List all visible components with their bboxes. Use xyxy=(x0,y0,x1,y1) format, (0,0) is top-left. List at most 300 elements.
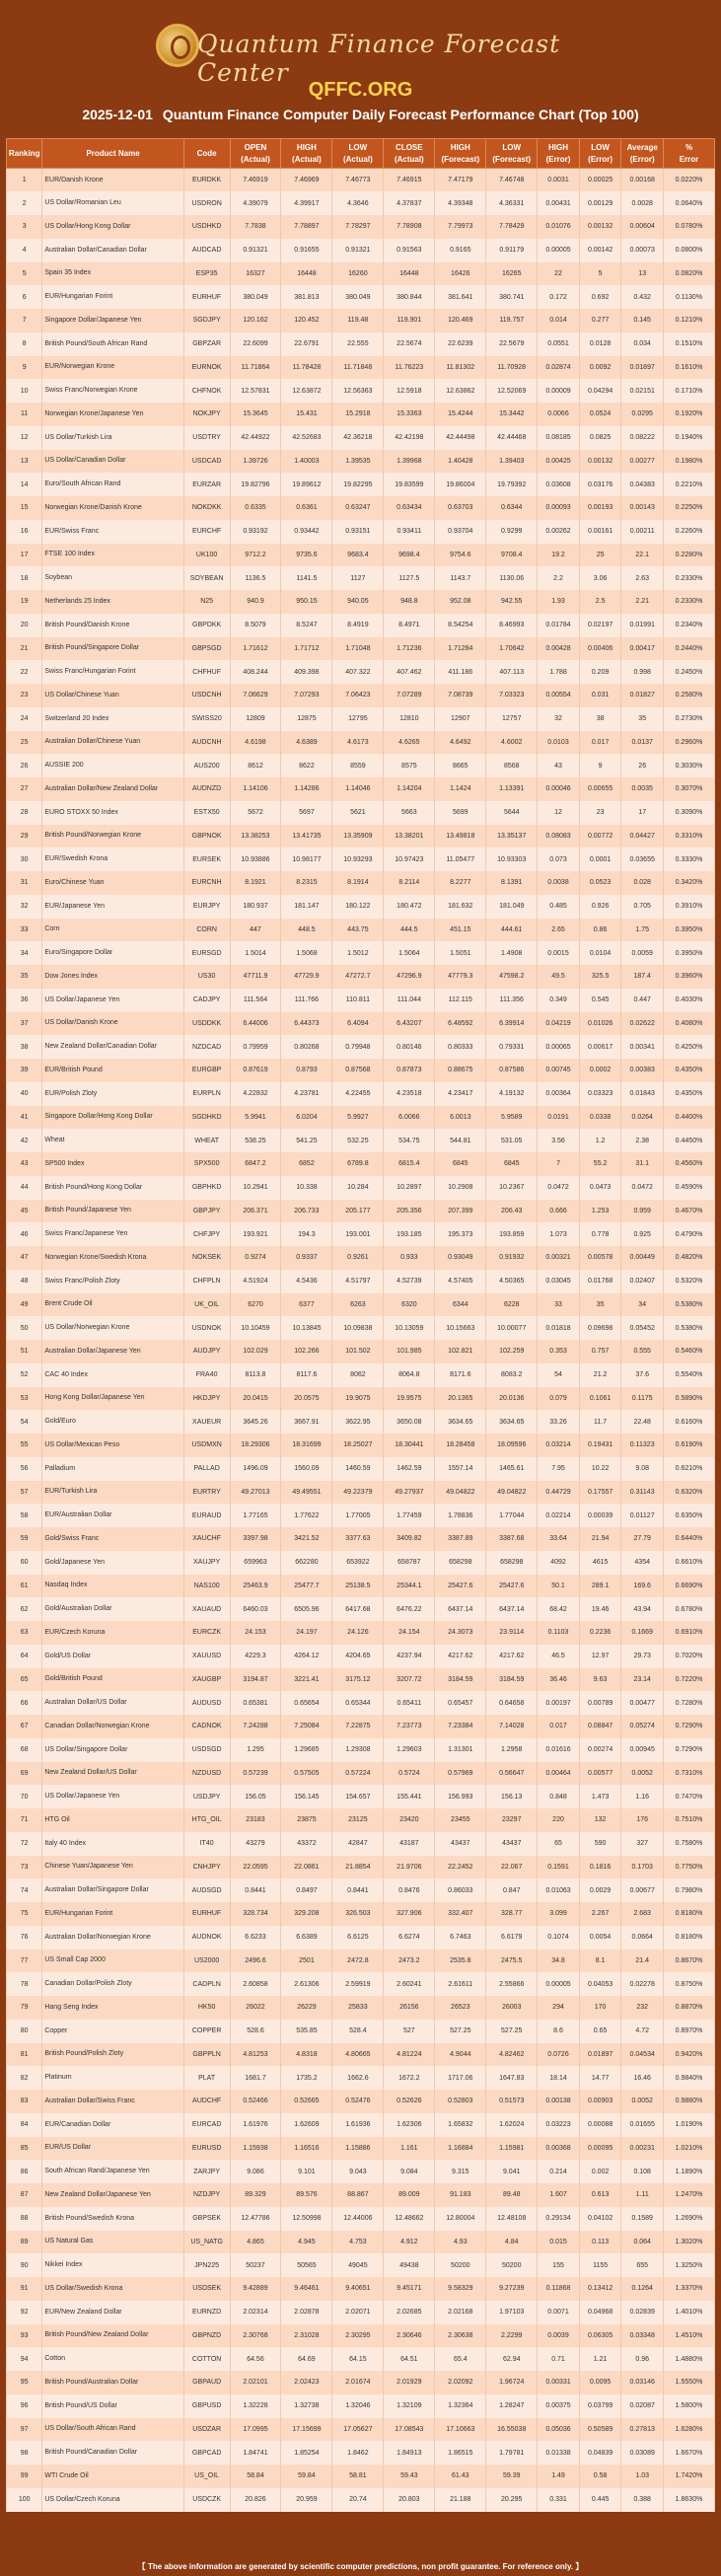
high-actual-cell: 1560.09 xyxy=(281,1457,332,1481)
close-actual-cell: 15.3363 xyxy=(384,403,435,426)
column-header-sublabel: (Actual) xyxy=(342,154,373,164)
rank-cell: 98 xyxy=(7,2441,42,2465)
table-row xyxy=(7,871,715,895)
close-actual-cell: 8.2114 xyxy=(384,871,435,895)
high-error-cell: 0.00262 xyxy=(538,520,580,544)
close-actual-cell: 1.32109 xyxy=(384,2394,435,2418)
low-forecast-cell: 50200 xyxy=(486,2253,538,2277)
high-actual-cell: 1.40003 xyxy=(281,450,332,474)
product-name-cell: Australian Dollar/Canadian Dollar xyxy=(42,239,183,262)
table-row xyxy=(7,309,715,332)
close-actual-cell: 1.5064 xyxy=(384,941,435,965)
open-actual-cell: 6270 xyxy=(230,1293,281,1317)
code-cell: USDCAD xyxy=(183,450,230,474)
low-error-cell: 1.253 xyxy=(579,1200,621,1223)
low-forecast-cell: 0.64658 xyxy=(486,1691,538,1715)
percent-error-cell: 1.6670% xyxy=(664,2441,715,2465)
average-error-cell: 0.00604 xyxy=(621,215,664,239)
open-actual-cell: 0.57239 xyxy=(230,1762,281,1786)
low-error-cell: 0.04102 xyxy=(579,2207,621,2231)
close-actual-cell: 101.985 xyxy=(384,1340,435,1363)
code-cell: XAUUSD xyxy=(183,1645,230,1668)
low-error-cell: 0.00903 xyxy=(579,2090,621,2113)
high-forecast-cell: 19.86004 xyxy=(435,473,486,496)
high-actual-cell: 9.46461 xyxy=(281,2277,332,2301)
close-actual-cell: 2473.2 xyxy=(384,1950,435,1973)
product-name-cell: Copper xyxy=(42,2020,183,2043)
column-header xyxy=(332,139,384,169)
rank-cell: 54 xyxy=(7,1410,42,1434)
open-actual-cell: 10.2941 xyxy=(230,1176,281,1200)
low-error-cell: 0.00617 xyxy=(579,1035,621,1059)
open-actual-cell: 1496.09 xyxy=(230,1457,281,1481)
low-error-cell: 11.7 xyxy=(579,1410,621,1434)
average-error-cell: 0.01827 xyxy=(621,684,664,707)
close-actual-cell: 59.43 xyxy=(384,2465,435,2488)
table-row xyxy=(7,989,715,1012)
code-cell: EURHUF xyxy=(183,1902,230,1926)
column-header-sublabel: (Forecast) xyxy=(492,154,532,164)
high-actual-cell: 2.02423 xyxy=(281,2371,332,2394)
report-header xyxy=(0,0,721,138)
site-url[interactable]: QFFC.ORG xyxy=(308,79,413,101)
high-forecast-cell: 0.63703 xyxy=(435,496,486,520)
close-actual-cell: 49.27937 xyxy=(384,1481,435,1505)
low-forecast-cell: 1647.83 xyxy=(486,2066,538,2090)
open-actual-cell: 2.30768 xyxy=(230,2324,281,2348)
percent-error-cell: 0.3030% xyxy=(664,754,715,777)
high-error-cell: 46.5 xyxy=(538,1645,580,1668)
product-name-cell: British Pound/Canadian Dollar xyxy=(42,2441,183,2465)
low-actual-cell: 6417.68 xyxy=(332,1597,384,1621)
low-actual-cell: 24.126 xyxy=(332,1621,384,1645)
percent-error-cell: 0.2730% xyxy=(664,707,715,731)
open-actual-cell: 2496.6 xyxy=(230,1950,281,1973)
table-row xyxy=(7,965,715,989)
open-actual-cell: 11.71864 xyxy=(230,356,281,380)
low-error-cell: 0.0825 xyxy=(579,426,621,450)
product-name-cell: EURO STOXX 50 Index xyxy=(42,801,183,825)
close-actual-cell: 1.84913 xyxy=(384,2441,435,2465)
close-actual-cell: 4237.94 xyxy=(384,1645,435,1668)
high-actual-cell: 535.85 xyxy=(281,2020,332,2043)
high-actual-cell: 0.9337 xyxy=(281,1246,332,1270)
table-row xyxy=(7,2394,715,2418)
table-row xyxy=(7,660,715,684)
product-name-cell: EUR/Swedish Krona xyxy=(42,847,183,871)
high-actual-cell: 24.197 xyxy=(281,1621,332,1645)
product-name-cell: British Pound/Hong Kong Dollar xyxy=(42,1176,183,1200)
high-forecast-cell: 1717.06 xyxy=(435,2066,486,2090)
product-name-cell: Gold/Euro xyxy=(42,1410,183,1434)
low-actual-cell: 1.77005 xyxy=(332,1504,384,1527)
open-actual-cell: 1.61976 xyxy=(230,2113,281,2137)
low-error-cell: 0.86 xyxy=(579,919,621,942)
rank-cell: 40 xyxy=(7,1082,42,1106)
column-header xyxy=(281,139,332,169)
product-name-cell: Platinum xyxy=(42,2066,183,2090)
table-row xyxy=(7,191,715,215)
high-actual-cell: 9735.6 xyxy=(281,544,332,567)
low-actual-cell: 407.322 xyxy=(332,660,384,684)
table-row xyxy=(7,1129,715,1152)
product-name-cell: WTI Crude Oil xyxy=(42,2465,183,2488)
close-actual-cell: 0.5724 xyxy=(384,1762,435,1786)
percent-error-cell: 0.6350% xyxy=(664,1504,715,1527)
open-actual-cell: 6847.2 xyxy=(230,1152,281,1176)
high-actual-cell: 0.8497 xyxy=(281,1878,332,1902)
high-error-cell: 4092 xyxy=(538,1551,580,1575)
rank-cell: 77 xyxy=(7,1950,42,1973)
high-forecast-cell: 10.2908 xyxy=(435,1176,486,1200)
close-actual-cell: 1.14204 xyxy=(384,777,435,801)
table-row xyxy=(7,1504,715,1527)
low-actual-cell: 5.9927 xyxy=(332,1106,384,1130)
low-actual-cell: 1.8462 xyxy=(332,2441,384,2465)
low-forecast-cell: 206.43 xyxy=(486,1200,538,1223)
table-row xyxy=(7,1152,715,1176)
table-row xyxy=(7,2324,715,2348)
low-forecast-cell: 8568 xyxy=(486,754,538,777)
close-actual-cell: 9.45171 xyxy=(384,2277,435,2301)
percent-error-cell: 0.4250% xyxy=(664,1035,715,1059)
high-forecast-cell: 0.93049 xyxy=(435,1246,486,1270)
code-cell: SPX500 xyxy=(183,1152,230,1176)
open-actual-cell: 10.93886 xyxy=(230,847,281,871)
low-error-cell: 0.031 xyxy=(579,684,621,707)
code-cell: SGDHKD xyxy=(183,1106,230,1130)
high-error-cell: 0.00138 xyxy=(538,2090,580,2113)
rank-cell: 38 xyxy=(7,1035,42,1059)
open-actual-cell: 4.865 xyxy=(230,2231,281,2254)
average-error-cell: 0.05274 xyxy=(621,1715,664,1738)
low-actual-cell: 101.502 xyxy=(332,1340,384,1363)
low-error-cell: 0.08847 xyxy=(579,1715,621,1738)
code-cell: HKDJPY xyxy=(183,1387,230,1411)
low-error-cell: 0.04053 xyxy=(579,1972,621,1996)
table-row xyxy=(7,919,715,942)
table-row xyxy=(7,684,715,707)
low-error-cell: 0.0095 xyxy=(579,2371,621,2394)
rank-cell: 30 xyxy=(7,847,42,871)
low-forecast-cell: 7.46748 xyxy=(486,169,538,192)
product-name-cell: US Dollar/Mexican Peso xyxy=(42,1434,183,1457)
high-actual-cell: 1.71712 xyxy=(281,637,332,661)
table-row xyxy=(7,1293,715,1317)
table-row xyxy=(7,2020,715,2043)
close-actual-cell: 5663 xyxy=(384,801,435,825)
table-row xyxy=(7,379,715,403)
low-actual-cell: 9683.4 xyxy=(332,544,384,567)
product-name-cell: US Dollar/Romanian Leu xyxy=(42,191,183,215)
code-cell: USDTRY xyxy=(183,426,230,450)
average-error-cell: 176 xyxy=(621,1808,664,1832)
open-actual-cell: 19.82796 xyxy=(230,473,281,496)
low-error-cell: 0.00132 xyxy=(579,215,621,239)
average-error-cell: 0.03655 xyxy=(621,847,664,871)
high-error-cell: 65 xyxy=(538,1832,580,1856)
low-actual-cell: 2.59919 xyxy=(332,1972,384,1996)
percent-error-cell: 0.7280% xyxy=(664,1691,715,1715)
code-cell: ZARJPY xyxy=(183,2160,230,2183)
code-cell: GBPDKK xyxy=(183,614,230,637)
high-actual-cell: 8.5247 xyxy=(281,614,332,637)
average-error-cell: 0.03348 xyxy=(621,2324,664,2348)
close-actual-cell: 4.912 xyxy=(384,2231,435,2254)
product-name-cell: Singapore Dollar/Hong Kong Dollar xyxy=(42,1106,183,1130)
column-header-sublabel: Error xyxy=(679,154,699,164)
table-row xyxy=(7,1316,715,1340)
table-row xyxy=(7,285,715,309)
open-actual-cell: 1.15938 xyxy=(230,2137,281,2161)
low-forecast-cell: 0.847 xyxy=(486,1878,538,1902)
column-header xyxy=(579,139,621,169)
low-actual-cell: 1.71048 xyxy=(332,637,384,661)
code-cell: JPN225 xyxy=(183,2253,230,2277)
average-error-cell: 0.03089 xyxy=(621,2441,664,2465)
low-forecast-cell: 47598.2 xyxy=(486,965,538,989)
percent-error-cell: 0.2250% xyxy=(664,496,715,520)
open-actual-cell: 15.3645 xyxy=(230,403,281,426)
code-cell: AUDCAD xyxy=(183,239,230,262)
open-actual-cell: 380.049 xyxy=(230,285,281,309)
high-error-cell: 0.1103 xyxy=(538,1621,580,1645)
open-actual-cell: 4.6198 xyxy=(230,731,281,755)
open-actual-cell: 0.65381 xyxy=(230,1691,281,1715)
open-actual-cell: 3645.26 xyxy=(230,1410,281,1434)
average-error-cell: 0.00143 xyxy=(621,496,664,520)
product-name-cell: EUR/Hungarian Forint xyxy=(42,285,183,309)
close-actual-cell: 2.02685 xyxy=(384,2301,435,2324)
high-error-cell: 0.00364 xyxy=(538,1082,580,1106)
product-name-cell: Cotton xyxy=(42,2347,183,2371)
code-cell: AUDCNH xyxy=(183,731,230,755)
code-cell: XAUAUD xyxy=(183,1597,230,1621)
high-forecast-cell: 6437.14 xyxy=(435,1597,486,1621)
table-row xyxy=(7,731,715,755)
average-error-cell: 0.0137 xyxy=(621,731,664,755)
open-actual-cell: 120.162 xyxy=(230,309,281,332)
low-actual-cell: 0.87568 xyxy=(332,1059,384,1082)
product-name-cell: Chinese Yuan/Japanese Yen xyxy=(42,1856,183,1879)
high-forecast-cell: 1557.14 xyxy=(435,1457,486,1481)
low-actual-cell: 7.78297 xyxy=(332,215,384,239)
low-actual-cell: 0.57224 xyxy=(332,1762,384,1786)
high-actual-cell: 2.31028 xyxy=(281,2324,332,2348)
product-name-cell: Singapore Dollar/Japanese Yen xyxy=(42,309,183,332)
low-actual-cell: 9.40651 xyxy=(332,2277,384,2301)
low-error-cell: 0.03799 xyxy=(579,2394,621,2418)
low-forecast-cell: 4.50365 xyxy=(486,1270,538,1293)
close-actual-cell: 1672.2 xyxy=(384,2066,435,2090)
high-forecast-cell: 451.15 xyxy=(435,919,486,942)
open-actual-cell: 8.1921 xyxy=(230,871,281,895)
average-error-cell: 0.04427 xyxy=(621,825,664,848)
high-forecast-cell: 2.02092 xyxy=(435,2371,486,2394)
percent-error-cell: 1.1890% xyxy=(664,2160,715,2183)
product-name-cell: Norwegian Krone/Danish Krone xyxy=(42,496,183,520)
close-actual-cell: 6320 xyxy=(384,1293,435,1317)
high-forecast-cell: 91.183 xyxy=(435,2183,486,2207)
low-error-cell: 0.19431 xyxy=(579,1434,621,1457)
open-actual-cell: 111.564 xyxy=(230,989,281,1012)
low-forecast-cell: 9.041 xyxy=(486,2160,538,2183)
percent-error-cell: 0.2580% xyxy=(664,684,715,707)
table-row xyxy=(7,1222,715,1246)
high-forecast-cell: 11.05477 xyxy=(435,847,486,871)
average-error-cell: 2.21 xyxy=(621,590,664,614)
rank-cell: 1 xyxy=(7,169,42,192)
product-name-cell: US Dollar/Japanese Yen xyxy=(42,989,183,1012)
high-forecast-cell: 9754.6 xyxy=(435,544,486,567)
high-error-cell: 0.00375 xyxy=(538,2394,580,2418)
code-cell: IT40 xyxy=(183,1832,230,1856)
high-error-cell: 0.04219 xyxy=(538,1012,580,1036)
open-actual-cell: 0.87619 xyxy=(230,1059,281,1082)
product-name-cell: Norwegian Krone/Japanese Yen xyxy=(42,403,183,426)
percent-error-cell: 1.8630% xyxy=(664,2488,715,2512)
high-forecast-cell: 1.32364 xyxy=(435,2394,486,2418)
product-name-cell: British Pound/Swedish Krona xyxy=(42,2207,183,2231)
high-error-cell: 0.71 xyxy=(538,2347,580,2371)
high-actual-cell: 662280 xyxy=(281,1551,332,1575)
high-forecast-cell: 120.469 xyxy=(435,309,486,332)
average-error-cell: 0.0295 xyxy=(621,403,664,426)
rank-cell: 68 xyxy=(7,1738,42,1762)
open-actual-cell: 940.9 xyxy=(230,590,281,614)
table-row xyxy=(7,2441,715,2465)
high-error-cell: 0.00331 xyxy=(538,2371,580,2394)
average-error-cell: 0.0664 xyxy=(621,1926,664,1950)
average-error-cell: 2.63 xyxy=(621,566,664,590)
rank-cell: 53 xyxy=(7,1387,42,1411)
qffc-logo-icon xyxy=(156,24,199,67)
high-actual-cell: 194.3 xyxy=(281,1222,332,1246)
percent-error-cell: 0.9420% xyxy=(664,2043,715,2067)
average-error-cell: 34 xyxy=(621,1293,664,1317)
average-error-cell: 31.1 xyxy=(621,1152,664,1176)
percent-error-cell: 0.1980% xyxy=(664,450,715,474)
rank-cell: 13 xyxy=(7,450,42,474)
code-cell: GBPNZD xyxy=(183,2324,230,2348)
open-actual-cell: 24.153 xyxy=(230,1621,281,1645)
open-actual-cell: 7.24288 xyxy=(230,1715,281,1738)
low-forecast-cell: 1.39403 xyxy=(486,450,538,474)
high-error-cell: 0.00745 xyxy=(538,1059,580,1082)
open-actual-cell: 9712.2 xyxy=(230,544,281,567)
low-forecast-cell: 62.94 xyxy=(486,2347,538,2371)
low-actual-cell: 12795 xyxy=(332,707,384,731)
table-row xyxy=(7,2137,715,2161)
low-actual-cell: 1.32046 xyxy=(332,2394,384,2418)
high-forecast-cell: 0.9165 xyxy=(435,239,486,262)
rank-cell: 4 xyxy=(7,239,42,262)
open-actual-cell: 10.10459 xyxy=(230,1316,281,1340)
low-forecast-cell: 59.39 xyxy=(486,2465,538,2488)
high-error-cell: 0.00065 xyxy=(538,1035,580,1059)
rank-cell: 45 xyxy=(7,1200,42,1223)
table-row xyxy=(7,707,715,731)
high-actual-cell: 4264.12 xyxy=(281,1645,332,1668)
close-actual-cell: 2.60241 xyxy=(384,1972,435,1996)
low-error-cell: 0.04839 xyxy=(579,2441,621,2465)
high-forecast-cell: 9.58329 xyxy=(435,2277,486,2301)
percent-error-cell: 0.6780% xyxy=(664,1597,715,1621)
open-actual-cell: 17.0995 xyxy=(230,2418,281,2442)
low-forecast-cell: 25427.6 xyxy=(486,1575,538,1598)
average-error-cell: 0.27813 xyxy=(621,2418,664,2442)
high-error-cell: 0.29134 xyxy=(538,2207,580,2231)
high-error-cell: 0.073 xyxy=(538,847,580,871)
percent-error-cell: 0.2340% xyxy=(664,614,715,637)
low-actual-cell: 10.93293 xyxy=(332,847,384,871)
average-error-cell: 23.14 xyxy=(621,1668,664,1692)
high-forecast-cell: 7.23384 xyxy=(435,1715,486,1738)
percent-error-cell: 0.6690% xyxy=(664,1575,715,1598)
high-actual-cell: 0.57505 xyxy=(281,1762,332,1786)
high-actual-cell: 7.78897 xyxy=(281,215,332,239)
average-error-cell: 0.00073 xyxy=(621,239,664,262)
rank-cell: 42 xyxy=(7,1129,42,1152)
product-name-cell: Netherlands 25 Index xyxy=(42,590,183,614)
code-cell: GBPJPY xyxy=(183,1200,230,1223)
open-actual-cell: 3194.87 xyxy=(230,1668,281,1692)
open-actual-cell: 5672 xyxy=(230,801,281,825)
percent-error-cell: 0.2260% xyxy=(664,520,715,544)
high-forecast-cell: 7.08739 xyxy=(435,684,486,707)
low-actual-cell: 25138.5 xyxy=(332,1575,384,1598)
low-error-cell: 10.22 xyxy=(579,1457,621,1481)
code-cell: NOKJPY xyxy=(183,403,230,426)
table-row xyxy=(7,566,715,590)
percent-error-cell: 0.7290% xyxy=(664,1715,715,1738)
rank-cell: 66 xyxy=(7,1691,42,1715)
code-cell: COPPER xyxy=(183,2020,230,2043)
code-cell: EURSGD xyxy=(183,941,230,965)
high-forecast-cell: 23455 xyxy=(435,1808,486,1832)
high-error-cell: 33.64 xyxy=(538,1527,580,1551)
high-forecast-cell: 112.115 xyxy=(435,989,486,1012)
high-error-cell: 0.01616 xyxy=(538,1738,580,1762)
close-actual-cell: 2.01929 xyxy=(384,2371,435,2394)
low-actual-cell: 4.6173 xyxy=(332,731,384,755)
percent-error-cell: 0.0220% xyxy=(664,169,715,192)
open-actual-cell: 7.7838 xyxy=(230,215,281,239)
close-actual-cell: 7.46915 xyxy=(384,169,435,192)
close-actual-cell: 0.87873 xyxy=(384,1059,435,1082)
close-actual-cell: 4.52739 xyxy=(384,1270,435,1293)
average-error-cell: 17 xyxy=(621,801,664,825)
low-error-cell: 55.2 xyxy=(579,1152,621,1176)
percent-error-cell: 0.5540% xyxy=(664,1363,715,1387)
rank-cell: 37 xyxy=(7,1012,42,1036)
table-body xyxy=(7,169,715,2512)
column-header-label: CLOSE xyxy=(396,142,423,152)
report-date: 2025-12-01 xyxy=(82,107,153,122)
column-header xyxy=(42,139,183,169)
table-row xyxy=(7,1808,715,1832)
product-name-cell: New Zealand Dollar/US Dollar xyxy=(42,1762,183,1786)
product-name-cell: British Pound/Japanese Yen xyxy=(42,1200,183,1223)
low-actual-cell: 9.043 xyxy=(332,2160,384,2183)
high-actual-cell: 9.101 xyxy=(281,2160,332,2183)
table-row xyxy=(7,1527,715,1551)
high-forecast-cell: 26523 xyxy=(435,1996,486,2020)
average-error-cell: 0.028 xyxy=(621,871,664,895)
close-actual-cell: 527 xyxy=(384,2020,435,2043)
code-cell: US30 xyxy=(183,965,230,989)
product-name-cell: Brent Crude Oil xyxy=(42,1293,183,1317)
